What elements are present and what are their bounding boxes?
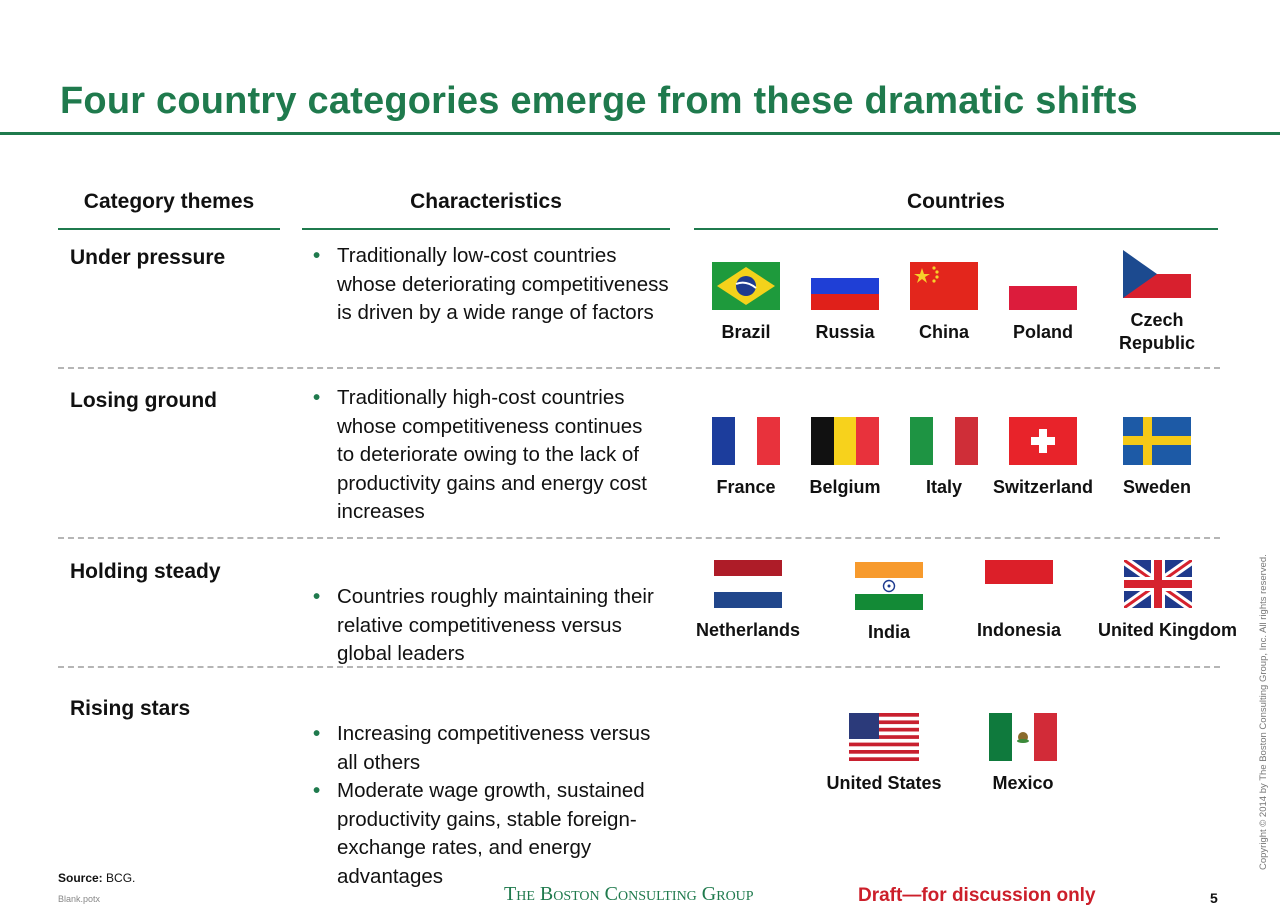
country-label: Russia xyxy=(815,322,875,342)
source-label: Source: xyxy=(58,871,103,885)
country-indonesia xyxy=(959,560,1079,642)
characteristics-under-pressure xyxy=(313,242,673,328)
characteristics-losing-ground xyxy=(313,384,665,527)
country-label: United States xyxy=(826,773,942,793)
header-countries: Countries xyxy=(906,190,1005,213)
france-flag-icon xyxy=(712,417,780,465)
country-united-kingdom xyxy=(1098,560,1237,642)
country-poland xyxy=(983,262,1103,344)
country-label: Czech Republic xyxy=(1118,310,1195,353)
uk-flag-icon xyxy=(1124,560,1192,608)
country-label: China xyxy=(918,322,969,342)
row-divider xyxy=(58,367,1220,369)
country-united-states xyxy=(816,713,952,795)
draft-notice: Draft—for discussion only xyxy=(858,885,1096,906)
source-value: BCG. xyxy=(106,871,136,885)
indonesia-flag-icon xyxy=(985,560,1053,608)
belgium-flag-icon xyxy=(811,417,879,465)
header-category-themes: Category themes xyxy=(83,190,255,213)
country-label: France xyxy=(716,477,776,497)
country-label: United Kingdom xyxy=(1098,620,1237,640)
country-switzerland xyxy=(983,417,1103,499)
country-czech-republic xyxy=(1097,250,1217,355)
country-mexico xyxy=(963,713,1083,795)
italy-flag-icon xyxy=(910,417,978,465)
mexico-flag-icon xyxy=(989,713,1057,761)
row-divider xyxy=(58,666,1220,668)
bullet-item: • Countries roughly maintaining their relative competitiveness versus global leaders xyxy=(313,583,673,669)
row-divider xyxy=(58,537,1220,539)
slide-title: Four country categories emerge from these dramatic shifts xyxy=(60,80,1138,122)
country-netherlands xyxy=(688,560,808,642)
usa-flag-icon xyxy=(849,713,919,761)
header-underline-countries xyxy=(694,228,1218,230)
category-under-pressure: Under pressure xyxy=(70,246,226,269)
bullet-item: • Moderate wage growth, sustained productivity gains, stable foreign-exchange rates, and energy advantages xyxy=(313,777,658,891)
czech-flag-icon xyxy=(1123,250,1191,298)
category-holding-steady: Holding steady xyxy=(70,560,221,583)
characteristics-holding-steady xyxy=(313,583,673,669)
country-india xyxy=(829,562,949,644)
characteristics-rising-stars xyxy=(313,720,658,891)
bullet-item: • Traditionally high-cost countries whose competitiveness continues to deteriorate owing to the lack of productivity gains and energy cost increases xyxy=(313,384,665,527)
header-underline-characteristics xyxy=(302,228,670,230)
page-number: 5 xyxy=(1210,890,1218,906)
country-label: Brazil xyxy=(721,322,771,342)
header-characteristics: Characteristics xyxy=(410,190,562,213)
country-label: Indonesia xyxy=(976,620,1061,640)
title-rule xyxy=(0,132,1280,135)
india-flag-icon xyxy=(855,562,923,610)
country-label: Switzerland xyxy=(992,477,1094,497)
switzerland-flag-icon xyxy=(1009,417,1077,465)
russia-flag-icon xyxy=(811,262,879,310)
country-sweden xyxy=(1097,417,1217,499)
country-label: Belgium xyxy=(809,477,881,497)
company-logo: The Boston Consulting Group xyxy=(504,883,754,905)
template-note: Blank.potx xyxy=(58,894,101,904)
country-label: Mexico xyxy=(992,773,1054,793)
netherlands-flag-icon xyxy=(714,560,782,608)
category-losing-ground: Losing ground xyxy=(70,389,217,412)
category-rising-stars: Rising stars xyxy=(70,697,191,720)
bullet-item: • Increasing competitiveness versus all others xyxy=(313,720,658,777)
brazil-flag-icon xyxy=(712,262,780,310)
country-label: Poland xyxy=(1012,322,1073,342)
country-label: India xyxy=(867,622,910,642)
source-note xyxy=(58,871,135,885)
china-flag-icon xyxy=(910,262,978,310)
poland-flag-icon xyxy=(1009,262,1077,310)
sweden-flag-icon xyxy=(1123,417,1191,465)
bullet-item: • Traditionally low-cost countries whose deteriorating competitiveness is driven by a wide range of factors xyxy=(313,242,673,328)
country-label: Italy xyxy=(925,477,963,497)
copyright-notice: Copyright © 2014 by The Boston Consulting Group, Inc. All rights reserved. xyxy=(1258,554,1269,870)
country-label: Sweden xyxy=(1122,477,1192,497)
header-underline-themes xyxy=(58,228,280,230)
country-label: Netherlands xyxy=(695,620,801,640)
